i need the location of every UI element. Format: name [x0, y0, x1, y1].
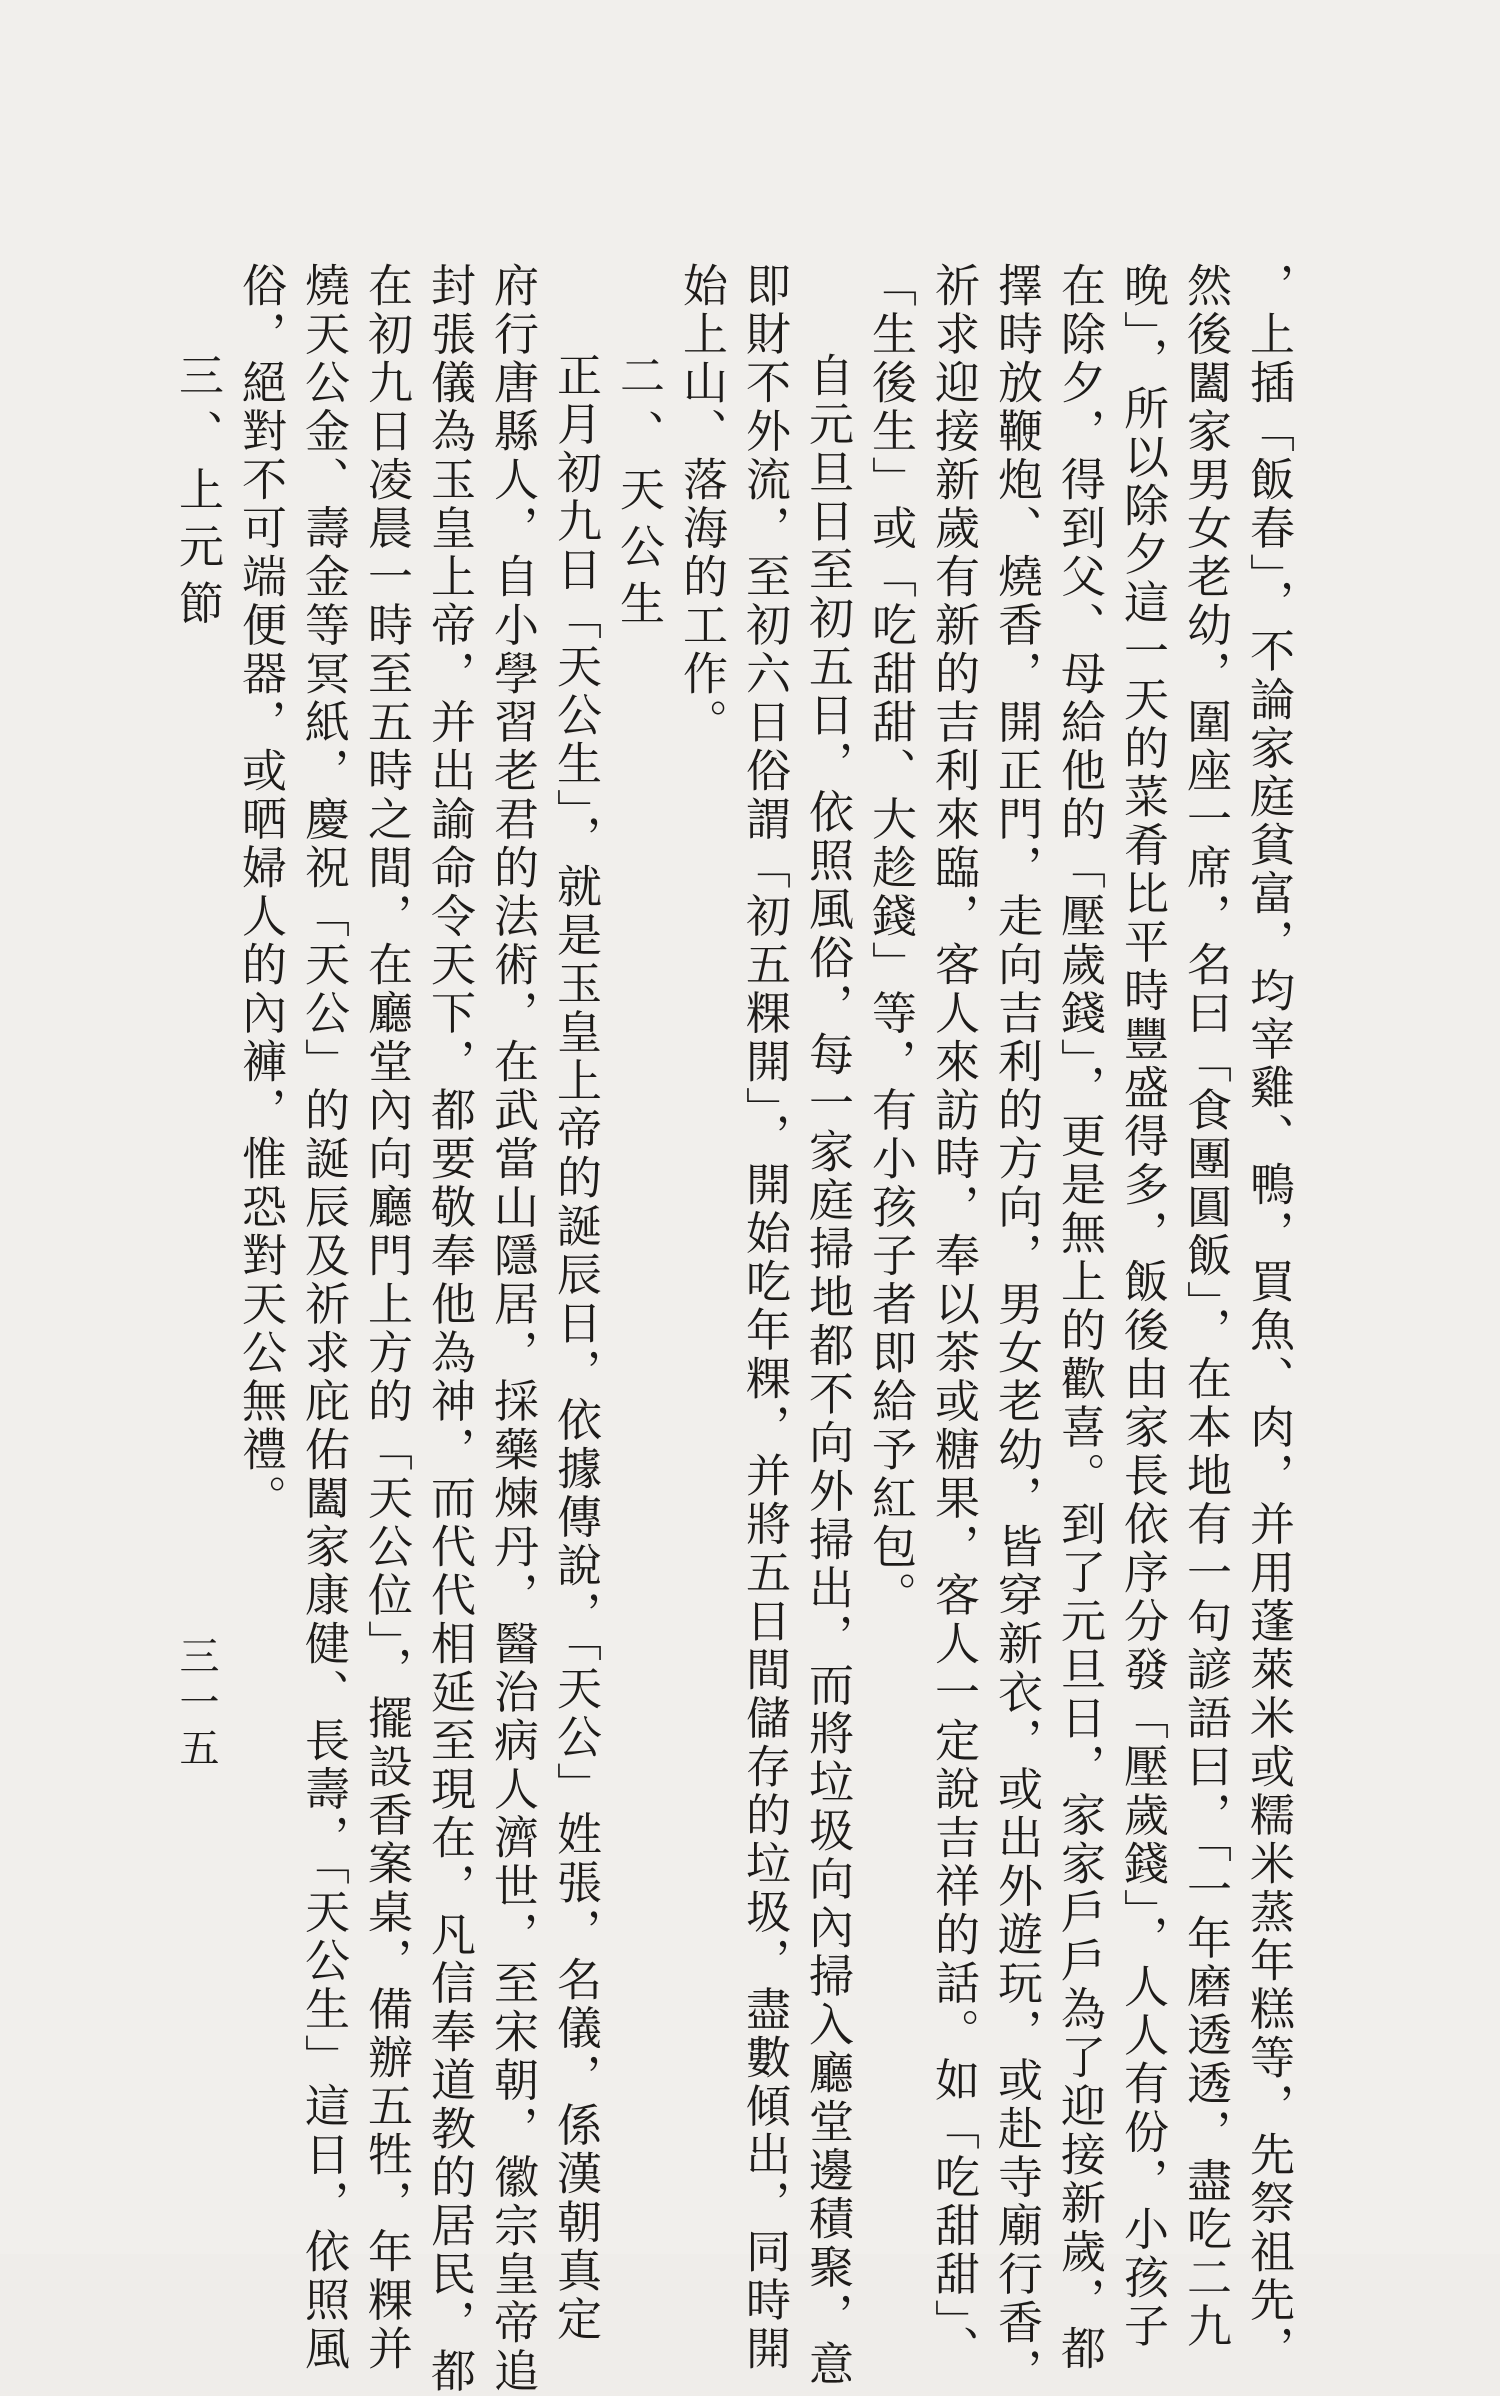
text-column: 然後闔家男女老幼，圍座一席，名曰「食團圓飯」，在本地有一句諺語曰，「一年磨透透，盡吃二九 — [1179, 262, 1232, 2351]
text-column: 燒天公金、壽金等冥紙，慶祝「天公」的誕辰及祈求庇佑闔家康健、長壽，「天公生」這日，依照風 — [297, 262, 350, 2374]
text-column: 俗，絕對不可端便器，或晒婦人的內褲，惟恐對天公無禮。 — [234, 262, 287, 1523]
text-column: ，上插「飯春」，不論家庭貧富，均宰雞、鴨，買魚、肉，并用蓬萊米或糯米蒸年糕等，先祭祖先， — [1242, 262, 1295, 2374]
text-column: 「生後生」或「吃甜甜、大趁錢」等，有小孩子者即給予紅包。 — [864, 262, 917, 1620]
page-number: 三一五 — [173, 1635, 219, 1773]
section-heading-shangyuan: 三、上元節 — [171, 352, 224, 637]
text-column: 即財不外流，至初六日俗謂「初五粿開」，開始吃年粿，并將五日間儲存的垃圾，盡數傾出，同時開 — [738, 262, 791, 2374]
text-column: 在初九日凌晨一時至五時之間，在廳堂內向廳門上方的「天公位」，擺設香案桌，備辦五牲，年粿并 — [360, 262, 413, 2374]
text-column: 祈求迎接新歲有新的吉利來臨，客人來訪時，奉以茶或糖果，客人一定說吉祥的話。如「吃甜甜」、 — [927, 262, 980, 2374]
text-column: 始上山、落海的工作。 — [675, 262, 728, 747]
text-column: 晚」，所以除夕這一天的菜肴比平時豐盛得多，飯後由家長依序分發「壓歲錢」，人人有份，小孩子 — [1116, 262, 1169, 2351]
text-column: 府行唐縣人，自小學習老君的法術，在武當山隱居，採藥煉丹，醫治病人濟世，至宋朝，徽宗皇帝追 — [486, 262, 539, 2396]
vertical-text-body — [166, 262, 1300, 2396]
text-column: 擇時放鞭炮、燒香，開正門，走向吉利的方向，男女老幼，皆穿新衣，或出外遊玩，或赴寺廟行香， — [990, 262, 1043, 2396]
text-column: 在除夕，得到父、母給他的「壓歲錢」，更是無上的歡喜。到了元旦日，家家戶戶為了迎接新歲，都 — [1053, 262, 1106, 2374]
paragraph-start-column: 正月初九日「天公生」，就是玉皇上帝的誕辰日，依據傳說，「天公」姓張，名儀，係漢朝真定 — [549, 352, 602, 2344]
paragraph-start-column: 自元旦日至初五日，依照風俗，每一家庭掃地都不向外掃出，而將垃圾向內掃入廳堂邊積聚，意 — [801, 352, 854, 2389]
text-column: 封張儀為玉皇上帝，并出諭命令天下，都要敬奉他為神，而代代相延至現在，凡信奉道教的居民，都 — [423, 262, 476, 2396]
section-heading-tiangong: 二、天公生 — [612, 352, 665, 637]
